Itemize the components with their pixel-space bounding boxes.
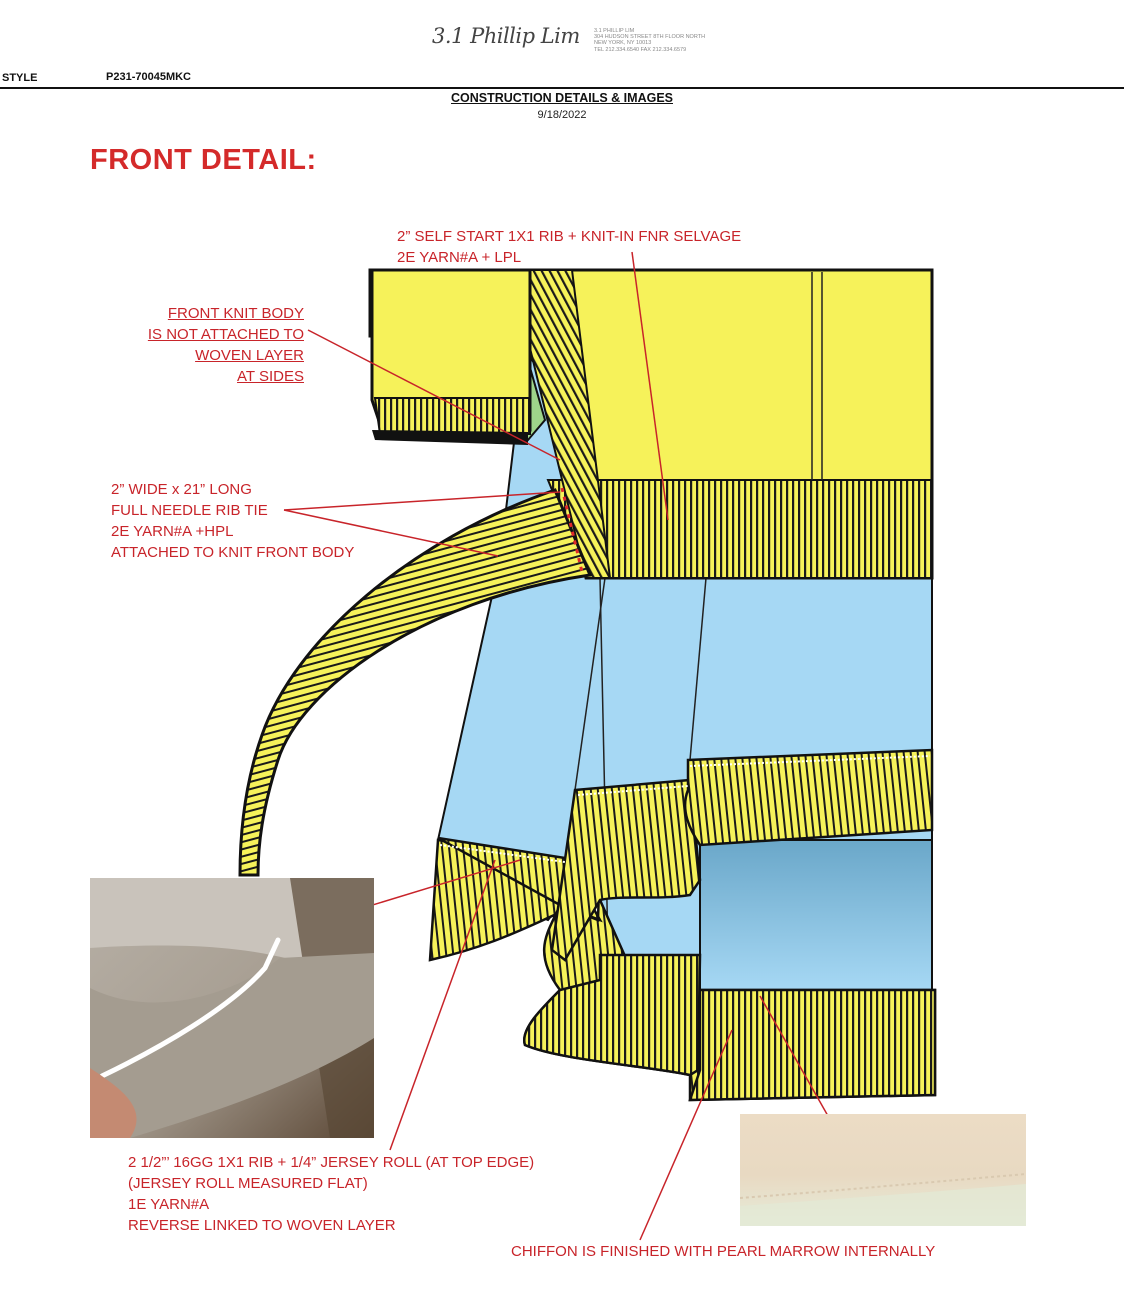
document-date: 9/18/2022 [537,109,587,121]
address-line: TEL 212.334.6540 FAX 212.334.6579 [594,46,687,53]
section-title: FRONT DETAIL: [90,144,317,176]
knit-front-body [370,270,932,578]
callout-chiffon: CHIFFON IS FINISHED WITH PEARL MARROW INTERNALLY [511,1243,936,1260]
callout-rib-tie: 2” WIDE x 21” LONG FULL NEEDLE RIB TIE 2E YARN#A +HPL ATTACHED TO KNIT FRONT BODY [111,481,355,561]
address-line: 304 HUDSON STREET 8TH FLOOR NORTH [594,34,706,41]
callout-jersey-roll: 2 1/2”’ 16GG 1X1 RIB + 1/4” JERSEY ROLL (AT TOP EDGE) (JERSEY ROLL MEASURED FLAT) 1E YARN#A REVERSE LINKED TO WOVEN LAYER [128,1154,535,1234]
style-label: STYLE [2,72,38,84]
document-title-text: CONSTRUCTION DETAILS & IMAGES [451,91,673,105]
callout-front-body: FRONT KNIT BODY IS NOT ATTACHED TO WOVEN LAYER AT SIDES [147,305,304,385]
photo-knit-edge [90,878,374,1138]
address-line: NEW YORK, NY 10013 [594,40,652,47]
style-number: P231-70045MKC [106,71,191,83]
address-line: 3.1 PHILLIP LIM [594,28,635,34]
brand-logo: 3.1 Phillip Lim [432,24,580,48]
photo-chiffon-edge [740,1114,1026,1226]
callout-selvage: 2” SELF START 1X1 RIB + KNIT-IN FNR SELVAGE 2E YARN#A + LPL [397,228,742,266]
